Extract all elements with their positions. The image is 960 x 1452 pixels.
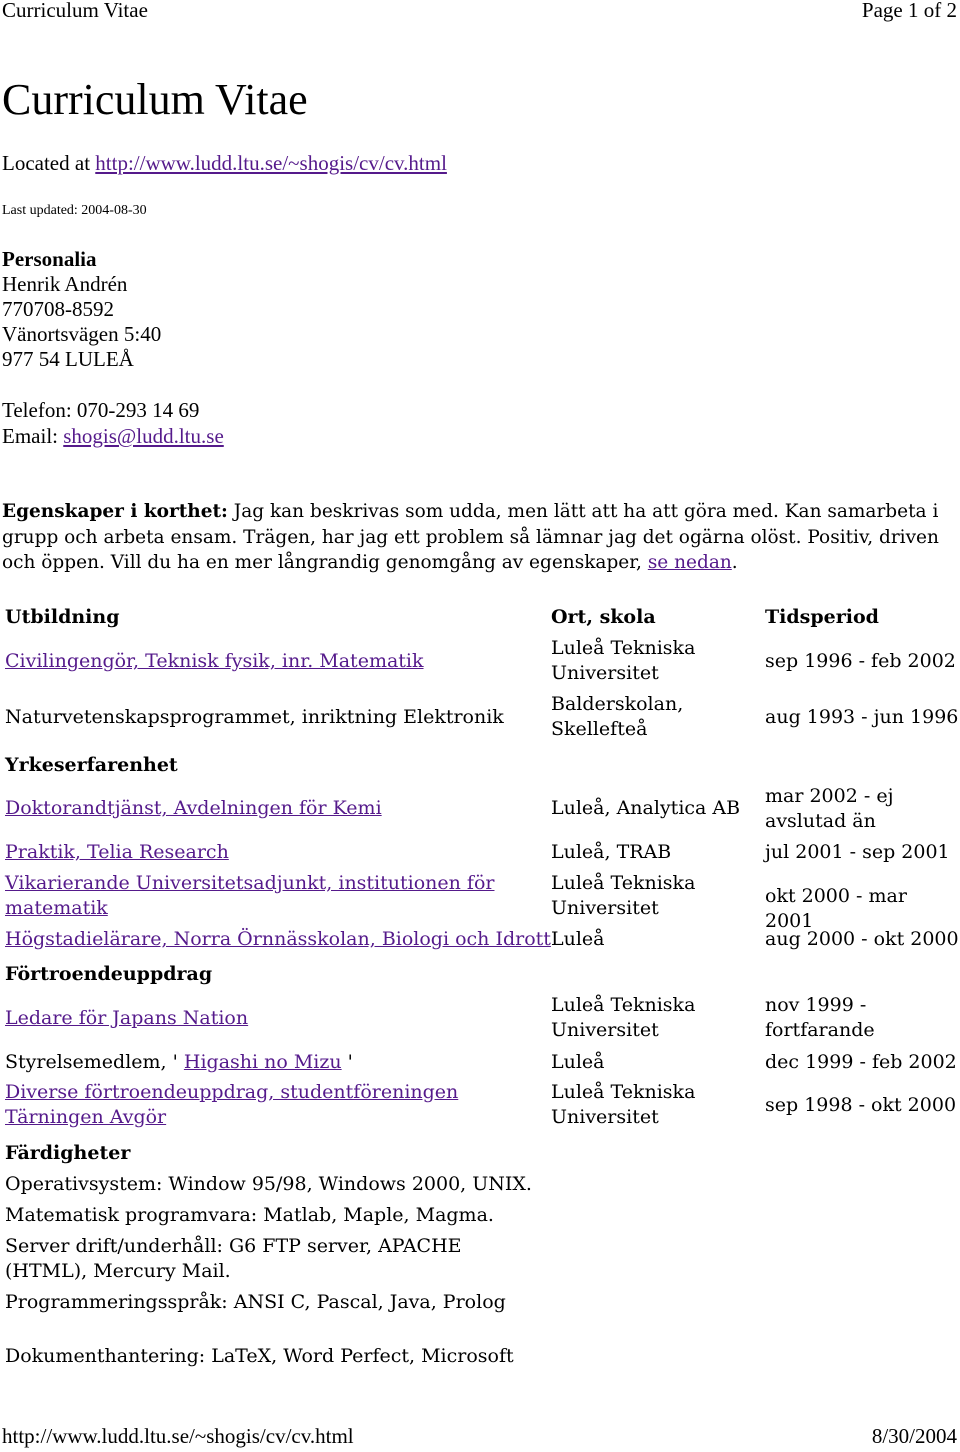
fortroende-period: sep 1998 - okt 2000: [765, 1094, 957, 1116]
located-line: [2, 151, 447, 176]
person-email-line: [2, 424, 224, 449]
egenskaper-text: Jag kan beskrivas som udda, men lätt att ha att göra med. Kan samarbeta i grupp och arbeta ensam. Trägen, har jag ett problem så lämnar jag det ogärna olöst. Positiv, driven och öppen. Vill du ha en mer långrandig genomgång av egenskaper,: [2, 501, 939, 573]
utbildning-period: aug 1993 - jun 1996: [765, 706, 959, 728]
egenskaper-end: .: [731, 552, 738, 573]
print-header-title: Curriculum Vitae: [2, 0, 148, 22]
fortroende-heading: Förtroendeuppdrag: [5, 963, 213, 985]
page-title: Curriculum Vitae: [2, 75, 308, 124]
yrke-place: Luleå: [551, 928, 605, 950]
personalia-heading: Personalia: [2, 247, 97, 271]
egenskaper-paragraph: [2, 499, 960, 576]
print-footer-date: 8/30/2004: [871, 1424, 957, 1448]
yrke-link[interactable]: Högstadielärare, Norra Örnnässkolan, Biologi och Idrott: [5, 928, 551, 950]
utbildning-period: sep 1996 - feb 2002: [765, 650, 956, 672]
fortroende-period: nov 1999 - fortfarande: [765, 994, 875, 1041]
skill-item: Server drift/underhåll: G6 FTP server, APACHE (HTML), Mercury Mail.: [5, 1235, 462, 1282]
utbildning-link[interactable]: Civilingengör, Teknisk fysik, inr. Matematik: [5, 650, 424, 672]
utbildning-place: Luleå Tekniska Universitet: [551, 637, 696, 684]
se-nedan-link[interactable]: se nedan: [647, 552, 732, 573]
fortroende-link[interactable]: Diverse förtroendeuppdrag, studentföreningen Tärningen Avgör: [5, 1081, 459, 1128]
higashi-link[interactable]: Higashi no Mizu: [183, 1051, 342, 1073]
yrke-link[interactable]: Vikarierande Universitetsadjunkt, institutionen för matematik: [5, 872, 495, 919]
yrke-period: aug 2000 - okt 2000: [765, 928, 959, 950]
print-footer-url: http://www.ludd.ltu.se/~shogis/cv/cv.html: [2, 1424, 354, 1448]
email-label: Email:: [2, 424, 64, 448]
yrke-period: jul 2001 - sep 2001: [765, 841, 950, 863]
fortroende-link[interactable]: Ledare för Japans Nation: [5, 1007, 249, 1029]
person-postal: 977 54 LULEÅ: [2, 347, 134, 371]
person-phone: Telefon: 070-293 14 69: [2, 398, 200, 422]
yrke-place: Luleå, TRAB: [551, 841, 672, 863]
fardigheter-heading: Färdigheter: [5, 1142, 131, 1164]
fortroende-period: dec 1999 - feb 2002: [765, 1051, 957, 1073]
header-utbildning: Utbildning: [5, 606, 120, 628]
person-street: Vänortsvägen 5:40: [2, 322, 162, 346]
fortroende-place: Luleå Tekniska Universitet: [551, 994, 696, 1041]
located-label: Located at: [2, 151, 96, 175]
yrke-period: mar 2002 - ej avslutad än: [765, 785, 894, 832]
last-updated: Last updated: 2004-08-30: [2, 203, 147, 218]
fortroende-place: Luleå Tekniska Universitet: [551, 1081, 696, 1128]
fortroende-place: Luleå: [551, 1051, 605, 1073]
fortroende-styrelse: [5, 1050, 353, 1075]
header-tidsperiod: Tidsperiod: [765, 606, 879, 628]
header-ort-skola: Ort, skola: [551, 606, 656, 628]
yrke-period: okt 2000 - mar 2001: [765, 885, 907, 932]
styrelse-suffix: ': [341, 1051, 353, 1073]
yrke-link[interactable]: Doktorandtjänst, Avdelningen för Kemi: [5, 797, 382, 819]
skill-item: Matematisk programvara: Matlab, Maple, Magma.: [5, 1204, 494, 1226]
yrke-heading: Yrkeserfarenhet: [5, 754, 178, 776]
yrke-place: Luleå, Analytica AB: [551, 797, 741, 819]
skill-item: Operativsystem: Window 95/98, Windows 2000, UNIX.: [5, 1173, 532, 1195]
skill-item: Programmeringsspråk: ANSI C, Pascal, Java, Prolog: [5, 1291, 506, 1313]
email-link[interactable]: shogis@ludd.ltu.se: [63, 424, 224, 448]
egenskaper-label: Egenskaper i korthet:: [2, 501, 228, 522]
print-header-page: Page 1 of 2: [861, 0, 957, 22]
person-id: 770708-8592: [2, 297, 114, 321]
utbildning-place: Balderskolan, Skellefteå: [551, 693, 684, 740]
cv-url-link[interactable]: http://www.ludd.ltu.se/~shogis/cv/cv.html: [95, 151, 447, 175]
yrke-place: Luleå Tekniska Universitet: [551, 872, 696, 919]
utbildning-title: Naturvetenskapsprogrammet, inriktning Elektronik: [5, 706, 504, 728]
yrke-link[interactable]: Praktik, Telia Research: [5, 841, 229, 863]
skill-item: Dokumenthantering: LaTeX, Word Perfect, Microsoft: [5, 1345, 514, 1367]
person-name: Henrik Andrén: [2, 272, 128, 296]
styrelse-prefix: Styrelsemedlem, ': [5, 1051, 184, 1073]
